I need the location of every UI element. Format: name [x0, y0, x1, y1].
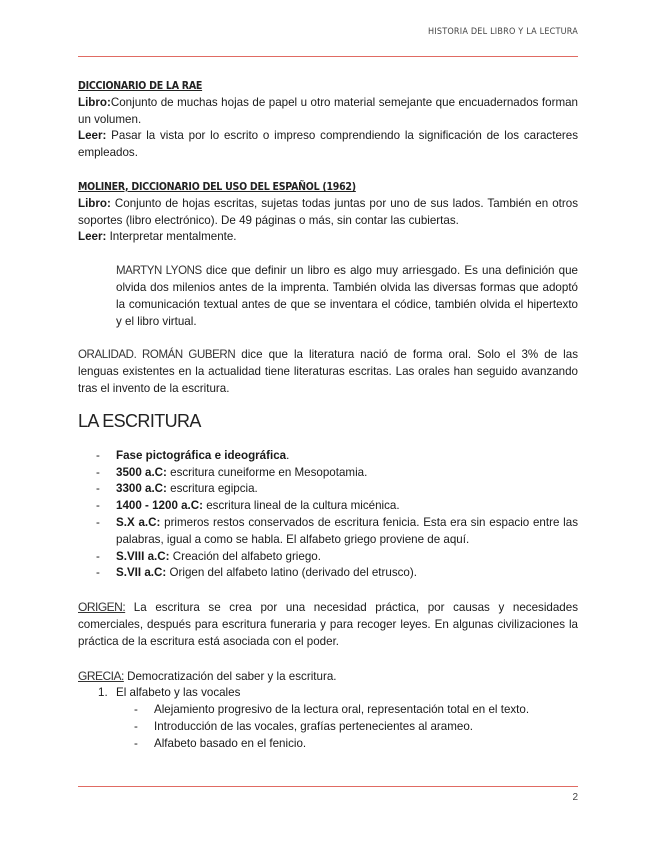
escritura-title: LA ESCRITURA: [78, 410, 201, 431]
moliner-libro-definition: [78, 196, 578, 230]
rae-leer-term: Leer:: [78, 129, 107, 143]
list-number: 1.: [98, 686, 108, 700]
grecia-label: GRECIA:: [78, 668, 124, 683]
list-item: [78, 549, 578, 566]
list-item: [78, 565, 578, 582]
running-header: HISTORIA DEL LIBRO Y LA LECTURA: [428, 27, 578, 37]
rae-libro-definition: [78, 95, 578, 129]
list-item: [78, 448, 578, 465]
grecia-sub-list: [78, 702, 578, 752]
grecia-numbered-list: [78, 685, 578, 702]
rae-leer-text: Pasar la vista por lo escrito o impreso comprendiendo la significación de los caracteres empleados.: [78, 129, 578, 160]
rae-section: [78, 78, 578, 162]
moliner-heading: MOLINER, DICCIONARIO DEL USO DEL ESPAÑOL (1962): [78, 179, 356, 193]
rae-leer-definition: [78, 128, 578, 162]
timeline-text: .: [286, 448, 290, 462]
moliner-libro-term: Libro:: [78, 196, 111, 210]
timeline-term: 3500 a.C:: [116, 465, 167, 479]
list-item: - Alejamiento progresivo de la lectura oral, representación total en el texto.: [78, 702, 578, 719]
oralidad-paragraph: [78, 347, 578, 397]
oralidad-text: dice que la literatura nació de forma oral. Solo el 3% de las lenguas existentes en la actualidad tiene literaturas escritas. Las orales han seguido avanzando tras el invento de la escritura.: [78, 348, 578, 395]
timeline-text: escritura cuneiforme en Mesopotamia.: [166, 465, 368, 479]
grecia-section: [78, 668, 578, 753]
timeline-text: primeros restos conservados de escritura fenicia. Esta era sin espacio entre las palabras, igual a como se habla. El alfabeto griego proviene de aquí.: [116, 515, 578, 546]
grecia-paragraph: [78, 668, 578, 686]
list-item: [78, 498, 578, 515]
timeline-text: escritura egipcia.: [166, 482, 258, 496]
moliner-leer-definition: [78, 229, 578, 246]
list-item: [78, 515, 578, 549]
list-item: [78, 481, 578, 498]
grecia-text: Democratización del saber y la escritura.: [123, 669, 337, 683]
timeline-term: S.VII a.C:: [116, 566, 167, 580]
lyons-text: dice que definir un libro es algo muy arriesgado. Es una definición que olvida dos milenios antes de la imprenta. También olvida las diversas formas que adoptó la comunicación textual antes de que se inventara el códice, también olvida el hipertexto y el libro virtual.: [116, 264, 578, 328]
footer-rule: [78, 786, 578, 787]
origen-label: ORIGEN:: [78, 600, 126, 615]
list-item-text: El alfabeto y las vocales: [116, 686, 241, 700]
rae-libro-term: Libro:: [78, 95, 111, 109]
moliner-leer-text: Interpretar mentalmente.: [106, 230, 237, 244]
timeline-text: escritura lineal de la cultura micénica.: [203, 499, 400, 513]
origen-paragraph: [78, 599, 578, 650]
oralidad-label: ORALIDAD. ROMÁN GUBERN: [78, 349, 236, 362]
moliner-leer-term: Leer:: [78, 230, 107, 244]
list-item: [78, 685, 578, 702]
origen-text: La escritura se crea por una necesidad práctica, por causas y necesidades comerciales, después para escritura funeraria y para recoger leyes. En algunas civilizaciones la práctica de la escritura está asociada con el poder.: [78, 601, 578, 648]
page-content: [78, 78, 578, 753]
moliner-libro-text: Conjunto de hojas escritas, sujetas todas juntas por uno de sus lados. También en otros soportes (libro electrónico). De 49 páginas o más, sin contar las cubiertas.: [78, 196, 578, 227]
page-number: 2: [572, 792, 578, 803]
timeline-term: 1400 - 1200 a.C:: [116, 499, 204, 513]
list-item: [78, 465, 578, 482]
rae-libro-text: Conjunto de muchas hojas de papel u otro material semejante que encuadernados forman un volumen.: [78, 95, 578, 126]
timeline-text: Creación del alfabeto griego.: [169, 549, 321, 563]
lyons-paragraph: [116, 263, 578, 330]
lyons-author: MARTYN LYONS: [116, 265, 202, 278]
timeline-term: 3300 a.C:: [116, 482, 167, 496]
timeline-term: S.X a.C:: [116, 515, 161, 529]
timeline-term: S.VIII a.C:: [116, 549, 170, 563]
list-item: - Alfabeto basado en el fenicio.: [78, 736, 578, 753]
escritura-timeline: [78, 448, 578, 582]
timeline-term: Fase pictográfica e ideográfica: [116, 448, 287, 462]
moliner-section: [78, 179, 578, 246]
header-rule: [78, 56, 578, 57]
rae-heading: DICCIONARIO DE LA RAE: [78, 79, 203, 92]
timeline-text: Origen del alfabeto latino (derivado del etrusco).: [166, 566, 417, 580]
list-item: - Introducción de las vocales, grafías pertenecientes al arameo.: [78, 719, 578, 736]
